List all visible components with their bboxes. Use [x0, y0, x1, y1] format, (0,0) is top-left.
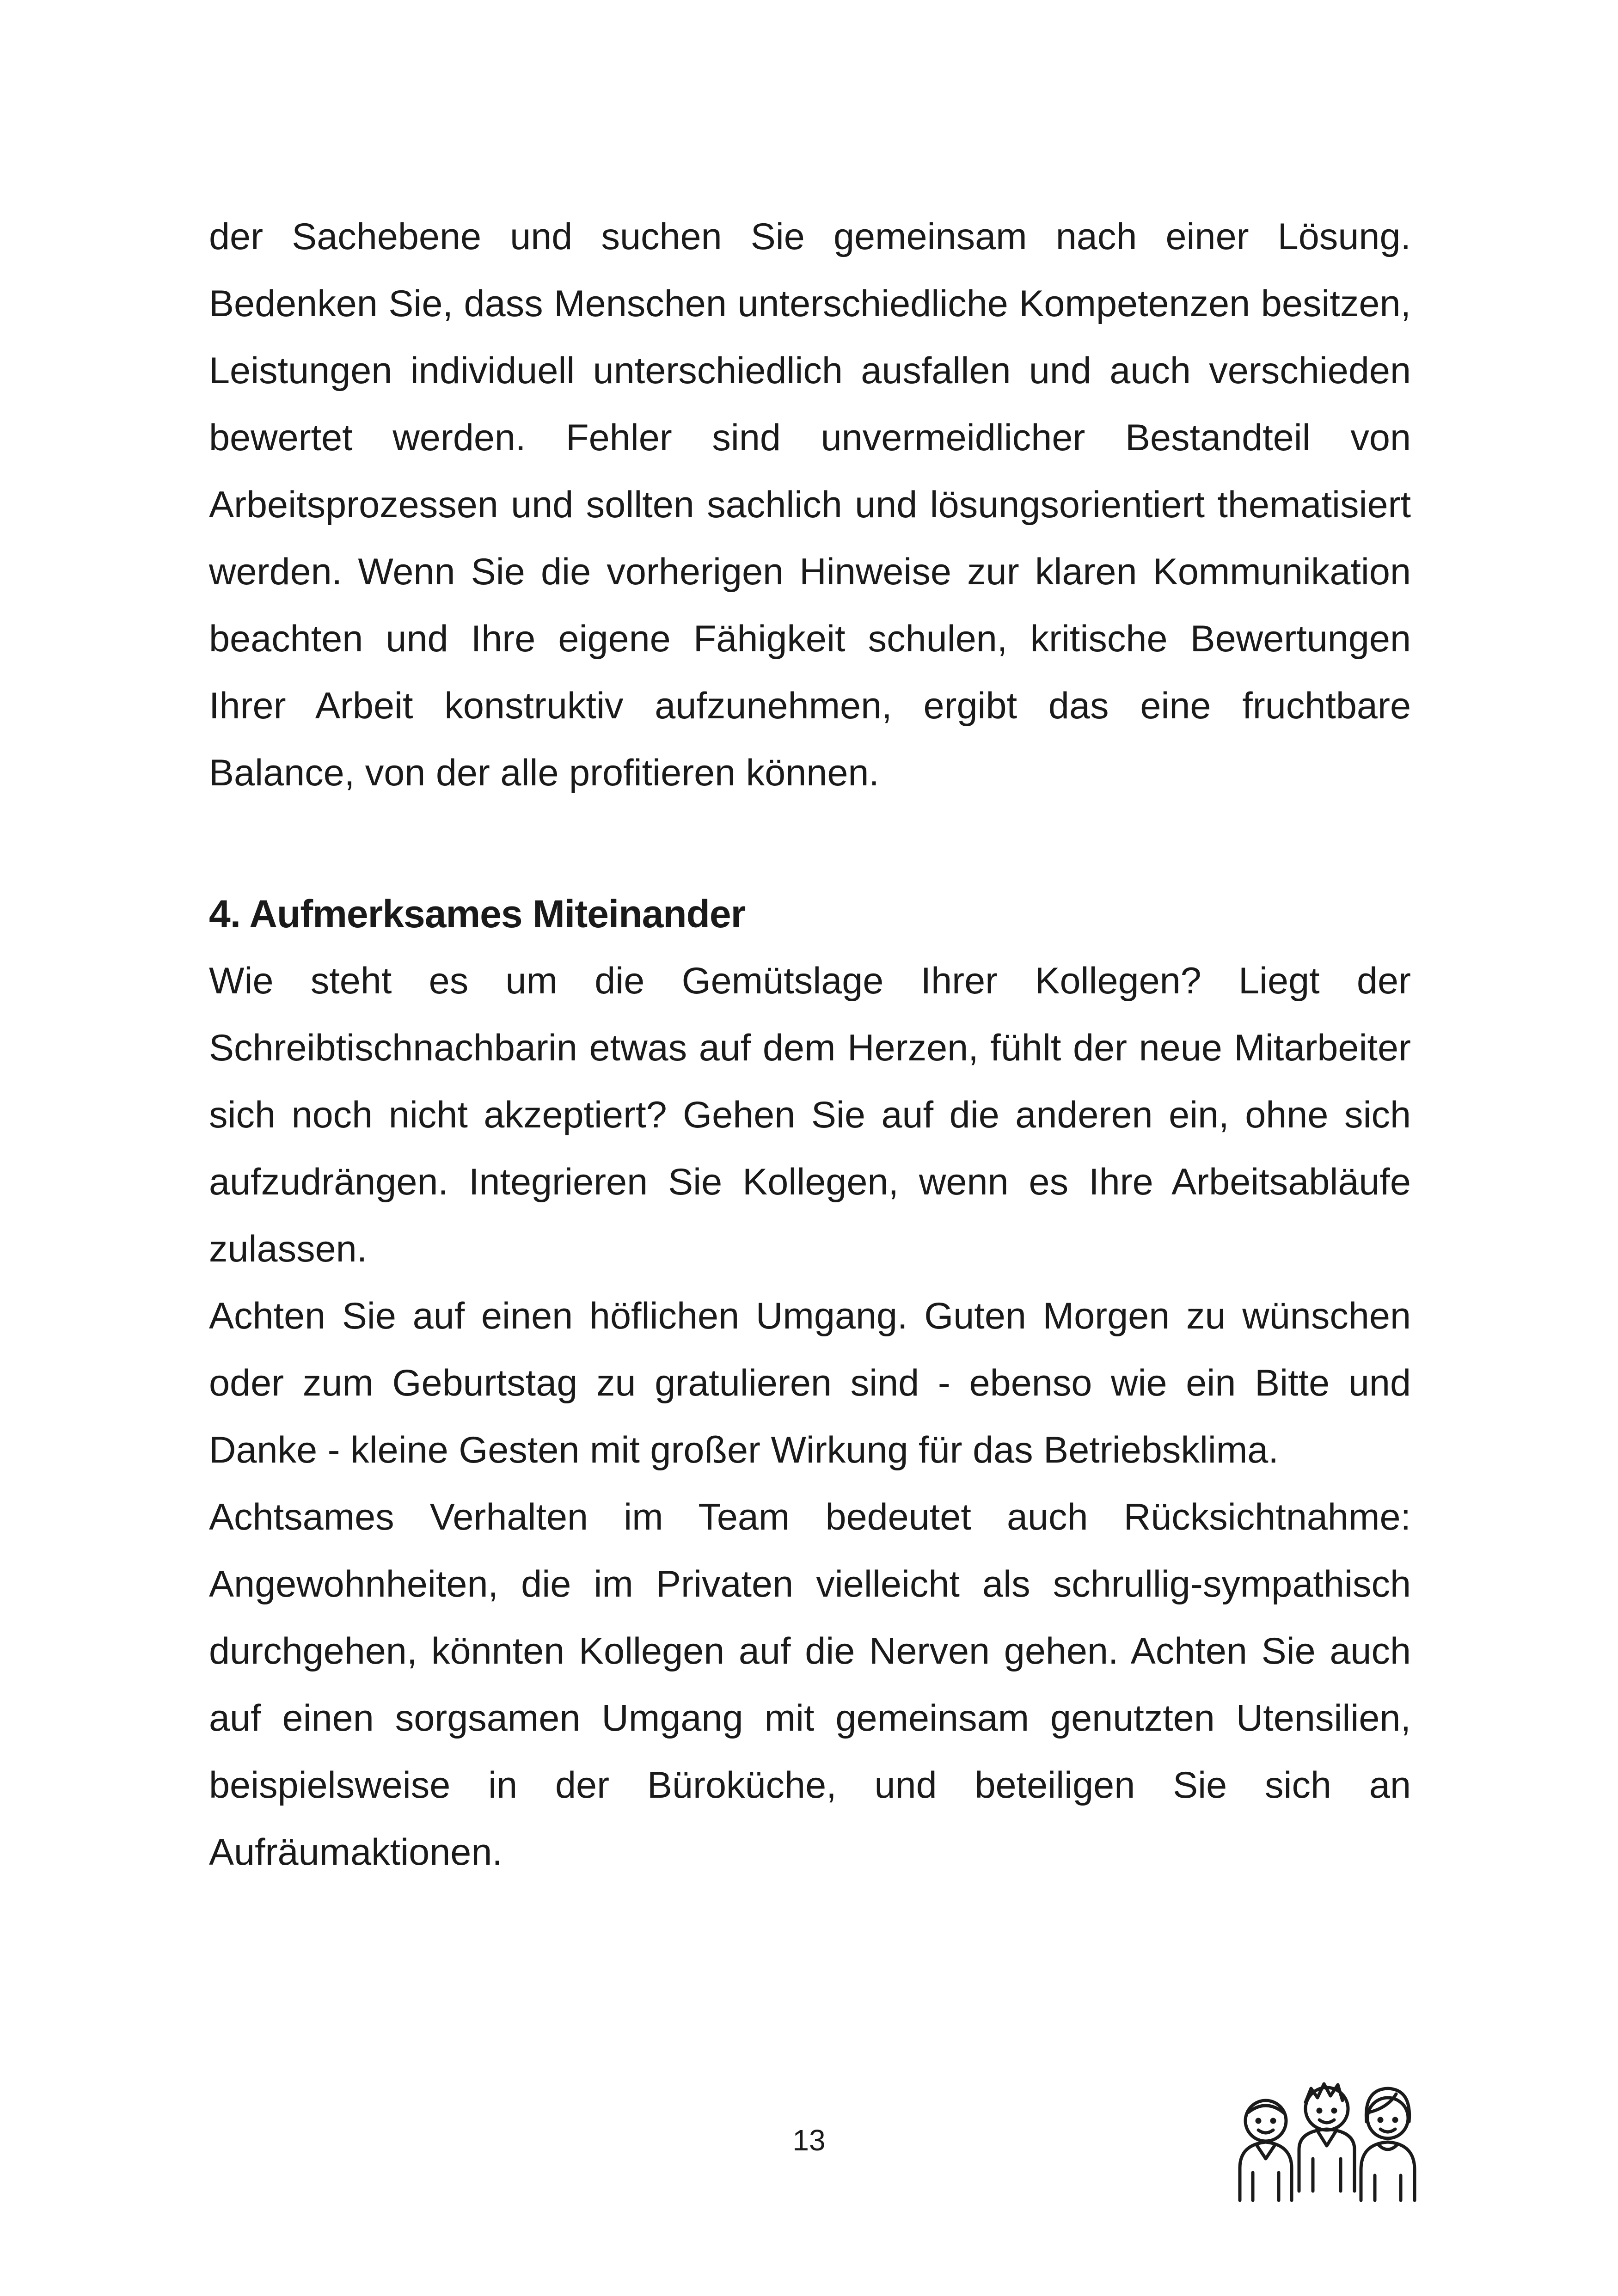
- team-people-icon: [1230, 2066, 1424, 2205]
- body-paragraph-2: Achten Sie auf einen höflichen Umgang. Guten Morgen zu wünschen oder zum Geburtstag zu gratulieren sind - ebenso wie ein Bitte und Danke - kleine Gesten mit großer Wirkung für das Betriebsklima.: [209, 1295, 1411, 1471]
- person-right-icon: [1361, 2088, 1415, 2200]
- body-paragraph-3: Achtsames Verhalten im Team bedeutet auch Rücksichtnahme: Angewohnheiten, die im Privaten vielleicht als schrullig-sympathisch durchgehen, könnten Kollegen auf die Nerven gehen. Achten Sie auch auf einen sorgsamen Umgang mit gemeinsam genutzten Utensilien, beispielsweise in der Büroküche, und beteiligen Sie sich an Aufräumaktionen.: [209, 1496, 1411, 1873]
- body-paragraph-1: Wie steht es um die Gemütslage Ihrer Kollegen? Liegt der Schreibtischnachbarin etwas auf dem Herzen, fühlt der neue Mitarbeiter sich noch nicht akzeptiert? Gehen Sie auf die anderen ein, ohne sich aufzudrängen. Integrieren Sie Kollegen, wenn es Ihre Arbeitsabläufe zulassen.: [209, 960, 1411, 1270]
- page-content: [209, 203, 1411, 1886]
- page-number: 13: [792, 2124, 826, 2157]
- person-left-icon: [1240, 2100, 1292, 2200]
- person-middle-icon: [1299, 2084, 1354, 2191]
- intro-paragraph: der Sachebene und suchen Sie gemeinsam nach einer Lösung. Bedenken Sie, dass Menschen unterschiedliche Kompetenzen besitzen, Leistungen individuell unterschiedlich ausfallen und auch verschieden bewertet werden. Fehler sind unvermeidlicher Bestandteil von Arbeitsprozessen und sollten sachlich und lösungsorientiert thematisiert werden. Wenn Sie die vorherigen Hinweise zur klaren Kommunikation beachten und Ihre eigene Fähigkeit schulen, kritische Bewertungen Ihrer Arbeit konstruktiv aufzunehmen, ergibt das eine fruchtbare Balance, von der alle profitieren können.: [209, 216, 1411, 794]
- section-heading: 4. Aufmerksames Miteinander: [209, 892, 746, 936]
